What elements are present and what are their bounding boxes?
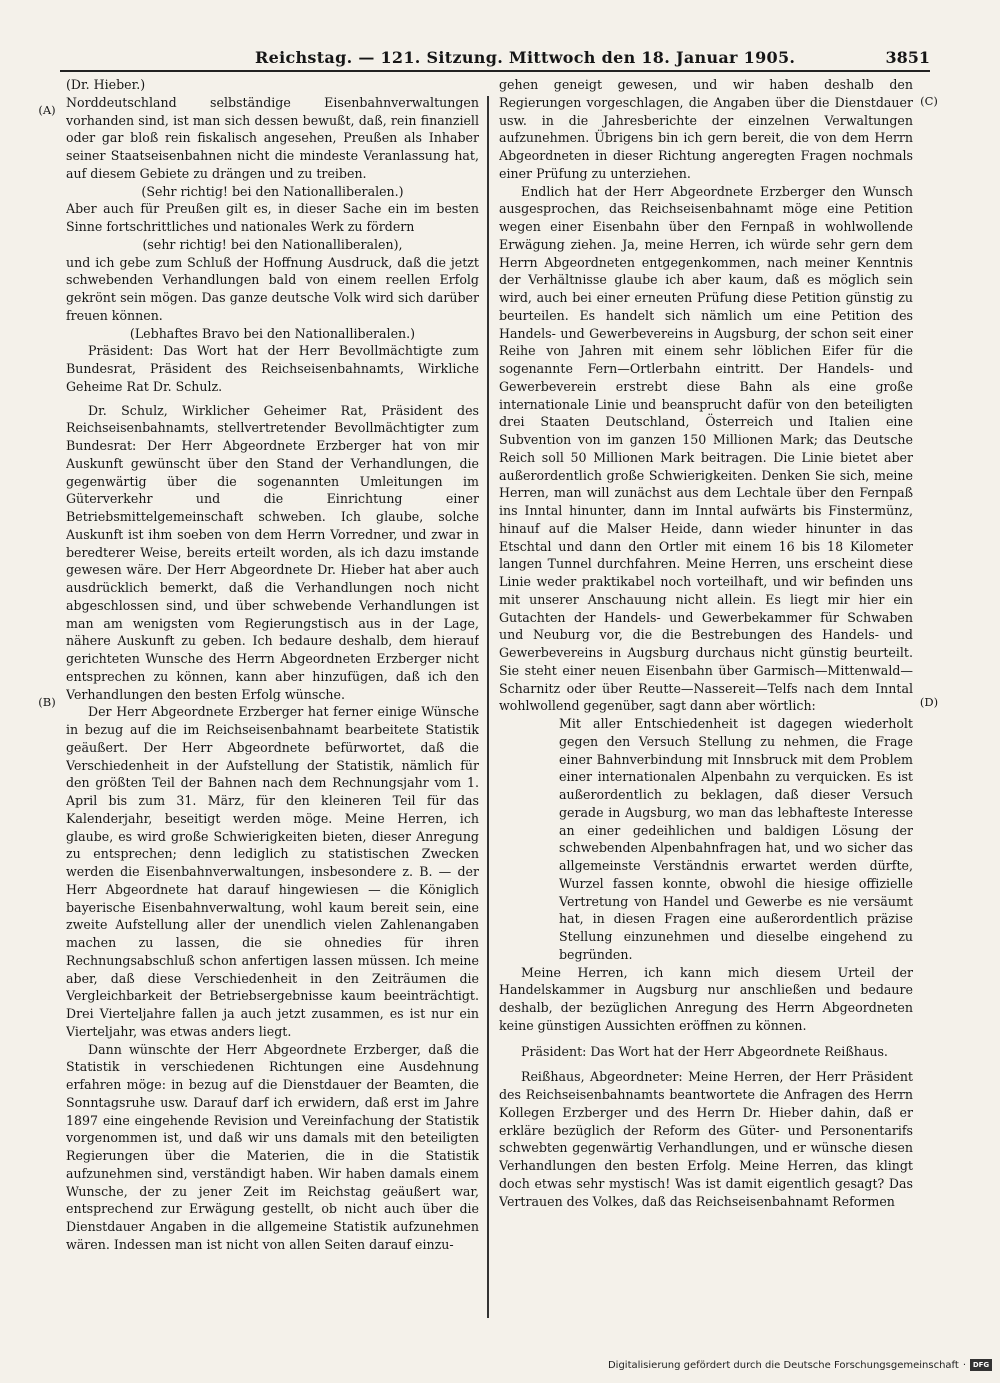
paragraph: Endlich hat der Herr Abgeordnete Erzberger den Wunsch ausgesprochen, das Reichseisenbahnamt möge eine Petition wegen einer Eisenbahn über den Fernpaß in wohlwollende Erwägung ziehen. Ja, meine Herren, ich würde sehr gern dem Herrn Abgeordneten entgegenkommen, nach meiner Kenntnis der Verhältnisse glaube ich aber kaum, daß es möglich sein wird, auch bei einer erneuten Prüfung diese Petition günstig zu beurteilen. Es handelt sich nämlich um eine Petition des Handels- und Gewerbevereins in Augsburg, der schon seit einer Reihe von Jahren mit einem sehr löblichen Eifer für die sogenannte Fern—Ortlerbahn eintritt. Der Handels- und Gewerbeverein erstrebt diese Bahn als eine große internationale Linie und beansprucht dafür von den beteiligten drei Staaten Deutschland, Österreich und Italien eine Subvention von im ganzen 150 Millionen Mark; das Deutsche Reich soll 50 Millionen Mark beitragen. Die Linie bietet aber außerordentlich große Schwierigkeiten. Denken Sie sich, meine Herren, man will zunächst aus dem Lechtale über den Fernpaß ins Inntal hinunter, dann im Inntal aufwärts bis Finstermünz, hinauf auf die Malser Heide, dann wieder hinunter in das Etschtal und dann den Ortler mit einem 16 bis 18 Kilometer langen Tunnel durchfahren. Meine Herren, uns erscheint diese Linie weder praktikabel noch vorteilhaft, und wir befinden uns mit unserer Anschauung nicht allein. Es liegt mir hier ein Gutachten der Handels- und Gewerbekammer für Schwaben und Neuburg vor, die die Bestrebungen des Handels- und Gewerbevereins in Augsburg durchaus nicht günstig beurteilt. Sie steht einer neuen Eisenbahn über Garmisch—Mittenwald—Scharnitz oder über Reutte—Nassereit—Telfs nach dem Inntal wohlwollend gegenüber, sagt dann aber wörtlich: bbox=[499, 183, 913, 714]
margin-marker-a: (A) bbox=[38, 103, 56, 117]
margin-marker-c: (C) bbox=[920, 94, 938, 108]
paragraph: gehen geneigt gewesen, und wir haben deshalb den Regierungen vorgeschlagen, die Angaben über die Dienstdauer usw. in die Jahresberichte der einzelnen Verwaltungen aufzunehmen. Übrigens bin ich gern bereit, die von dem Herrn Abgeordneten in dieser Richtung angeregten Fragen nochmals einer Prüfung zu unterziehen. bbox=[499, 77, 913, 181]
paragraph: Aber auch für Preußen gilt es, in dieser Sache ein im besten Sinne fortschrittliches und nationales Werk zu fördern bbox=[66, 201, 479, 234]
interjection: (sehr richtig! bei den Nationalliberalen), bbox=[142, 236, 403, 252]
column-divider bbox=[487, 96, 489, 1318]
paragraph: Norddeutschland selbständige Eisenbahnverwaltungen vorhanden sind, ist man sich dessen bewußt, daß, rein finanziell oder gar bloß rein fiskalisch angesehen, Preußen als Inhaber seiner Staatseisenbahnen nicht die mindeste Veranlassung hat, auf diesem Gebiete zu drängen und zu treiben. bbox=[66, 94, 479, 181]
speech-paragraph: Dann wünschte der Herr Abgeordnete Erzberger, daß die Statistik in verschiedenen Richtungen eine Ausdehnung erfahren möge: in bezug auf die Dienstdauer der Beamten, die Sonntagsruhe usw. Darauf darf ich erwidern, daß erst im Jahre 1897 eine eingehende Revision und Vereinfachung der Statistik vorgenommen ist, und daß wir uns damals mit den beteiligten Regierungen über die Materien, die in die Statistik aufzunehmen sind, verständigt haben. Wir haben damals einem Wunsche, der zu jener Zeit im Reichstag geäußert war, entsprechend zur Erwägung gestellt, ob nicht auch über die Dienstdauer Angaben in die allgemeine Statistik aufzunehmen wären. Indessen man ist nicht von allen Seiten darauf einzu- bbox=[66, 1041, 479, 1252]
speaker-head: (Dr. Hieber.) bbox=[66, 77, 146, 92]
speech-paragraph: Reißhaus, Abgeordneter: Meine Herren, der Herr Präsident des Reichseisenbahnamts beantwortete die Anfragen des Herrn Kollegen Erzberger und des Herrn Dr. Hieber dahin, daß er erkläre bezüglich der Reform des Güter- und Personentarifs schwebten gegenwärtig Verhandlungen, und er wünsche diesen Verhandlungen den besten Erfolg. Meine Herren, das klingt doch etwas sehr mystisch! Was ist damit eigentlich gesagt? Das Vertrauen des Volkes, daß das Reichseisenbahnamt Reformen bbox=[499, 1069, 913, 1209]
interjection: (Sehr richtig! bei den Nationalliberalen.) bbox=[141, 183, 404, 199]
margin-marker-d: (D) bbox=[919, 695, 939, 709]
block-quote: Mit aller Entschiedenheit ist dagegen wiederholt gegen den Versuch Stellung zu nehmen, die Frage einer Bahnverbindung mit Innsbruck mit dem Problem einer internationalen Alpenbahn zu verquicken. Es ist außerordentlich zu beklagen, daß dieser Versuch gerade in Augsburg, wo man das lebhafteste Interesse an einer gedeihlichen und baldigen Lösung der schwebenden Alpenbahnfragen hat, und wo sicher das allgemeinste Verständnis erwartet werden dürfte, Wurzel fassen konnte, obwohl die hiesige offizielle Vertretung von Handel und Gewerbe es nie versäumt hat, in diesen Fragen eine außerordentlich präzise Stellung einzunehmen und dieselbe eingehend zu begründen. bbox=[559, 716, 913, 962]
speech-paragraph: Der Herr Abgeordnete Erzberger hat ferner einige Wünsche in bezug auf die im Reichseisenbahnamt bearbeitete Statistik geäußert. Der Herr Abgeordnete befürwortet, daß die Verschiedenheit in der Aufstellung der Statistik, nämlich für den größten Teil der Bahnen nach dem Rechnungsjahr vom 1. April bis zum 31. März, für den kleineren Teil für das Kalenderjahr, beseitigt werden möge. Meine Herren, ich glaube, es wird große Schwierigkeiten bieten, dieser Anregung zu entsprechen; denn lediglich zu statistischen Zwecken werden die Eisenbahnverwaltungen, insbesondere z. B. — der Herr Abgeordnete hat darauf hingewiesen — die Königlich bayerische Eisenbahnverwaltung, wohl kaum bereit sein, eine zweite Aufstellung aller der unendlich vielen Zahlenangaben machen zu lassen, die sie ohnedies für ihren Rechnungsabschluß schon anfertigen lassen müssen. Ich meine aber, daß diese Verschiedenheit in den Zeiträumen die Vergleichbarkeit der Betriebsergebnisse kaum beeinträchtigt. Drei Vierteljahre fallen ja auch jetzt zusammen, es ist nur ein Vierteljahr, was etwas anders liegt. bbox=[66, 704, 479, 1039]
dfg-logo-icon: DFG bbox=[970, 1359, 992, 1371]
speech-paragraph: Dr. Schulz, Wirklicher Geheimer Rat, Präsident des Reichseisenbahnamts, stellvertretender Bevollmächtigter zum Bundesrat: Der Herr Abgeordnete Erzberger hat von mir Auskunft gewünscht über den Stand der Verhandlungen, die gegenwärtig über die sogenannten Umleitungen im Güterverkehr und die Einrichtung einer Betriebsmittelgemeinschaft schweben. Ich glaube, solche Auskunft ist ihm soeben von dem Herrn Vorredner, und zwar in beredterer Weise, bereits erteilt worden, als ich dazu imstande gewesen wäre. Der Herr Abgeordnete Dr. Hieber hat aber auch ausdrücklich bemerkt, daß die Verhandlungen noch nicht abgeschlossen sind, und über schwebende Verhandlungen ist man am wenigsten vom Regierungstisch aus in der Lage, nähere Auskunft zu geben. Ich bedaure deshalb, dem hierauf gerichteten Wunsche des Herrn Abgeordneten Erzberger nicht entsprechen zu können, kann aber hinzufügen, daß ich den Verhandlungen den besten Erfolg wünsche. bbox=[66, 402, 479, 702]
running-header bbox=[60, 48, 930, 72]
margin-marker-b: (B) bbox=[38, 695, 56, 709]
page-header-title: Reichstag. — 121. Sitzung. Mittwoch den 18. Januar 1905. bbox=[255, 48, 796, 67]
page-number: 3851 bbox=[885, 48, 930, 67]
footer-text: Digitalisierung gefördert durch die Deutsche Forschungsgemeinschaft bbox=[607, 1359, 959, 1371]
left-column bbox=[66, 76, 479, 1321]
footer-dot: · bbox=[962, 1359, 966, 1371]
interjection: (Lebhaftes Bravo bei den Nationalliberalen.) bbox=[129, 325, 416, 341]
president-remark: Präsident: Das Wort hat der Herr Bevollmächtigte zum Bundesrat, Präsident des Reichseisenbahnamts, Wirkliche Geheime Rat Dr. Schulz. bbox=[66, 343, 479, 394]
president-remark: Präsident: Das Wort hat der Herr Abgeordnete Reißhaus. bbox=[521, 1043, 888, 1059]
right-column bbox=[499, 76, 913, 1321]
footer-credit bbox=[608, 1359, 992, 1371]
header-rule bbox=[60, 70, 930, 72]
paragraph: Meine Herren, ich kann mich diesem Urteil der Handelskammer in Augsburg nur anschließen und bedaure deshalb, der bezüglichen Anregung des Herrn Abgeordneten keine günstigen Aussichten eröffnen zu können. bbox=[499, 964, 913, 1033]
paragraph: und ich gebe zum Schluß der Hoffnung Ausdruck, daß die jetzt schwebenden Verhandlungen bald von einem reellen Erfolg gekrönt sein mögen. Das ganze deutsche Volk wird sich darüber freuen können. bbox=[66, 254, 479, 323]
